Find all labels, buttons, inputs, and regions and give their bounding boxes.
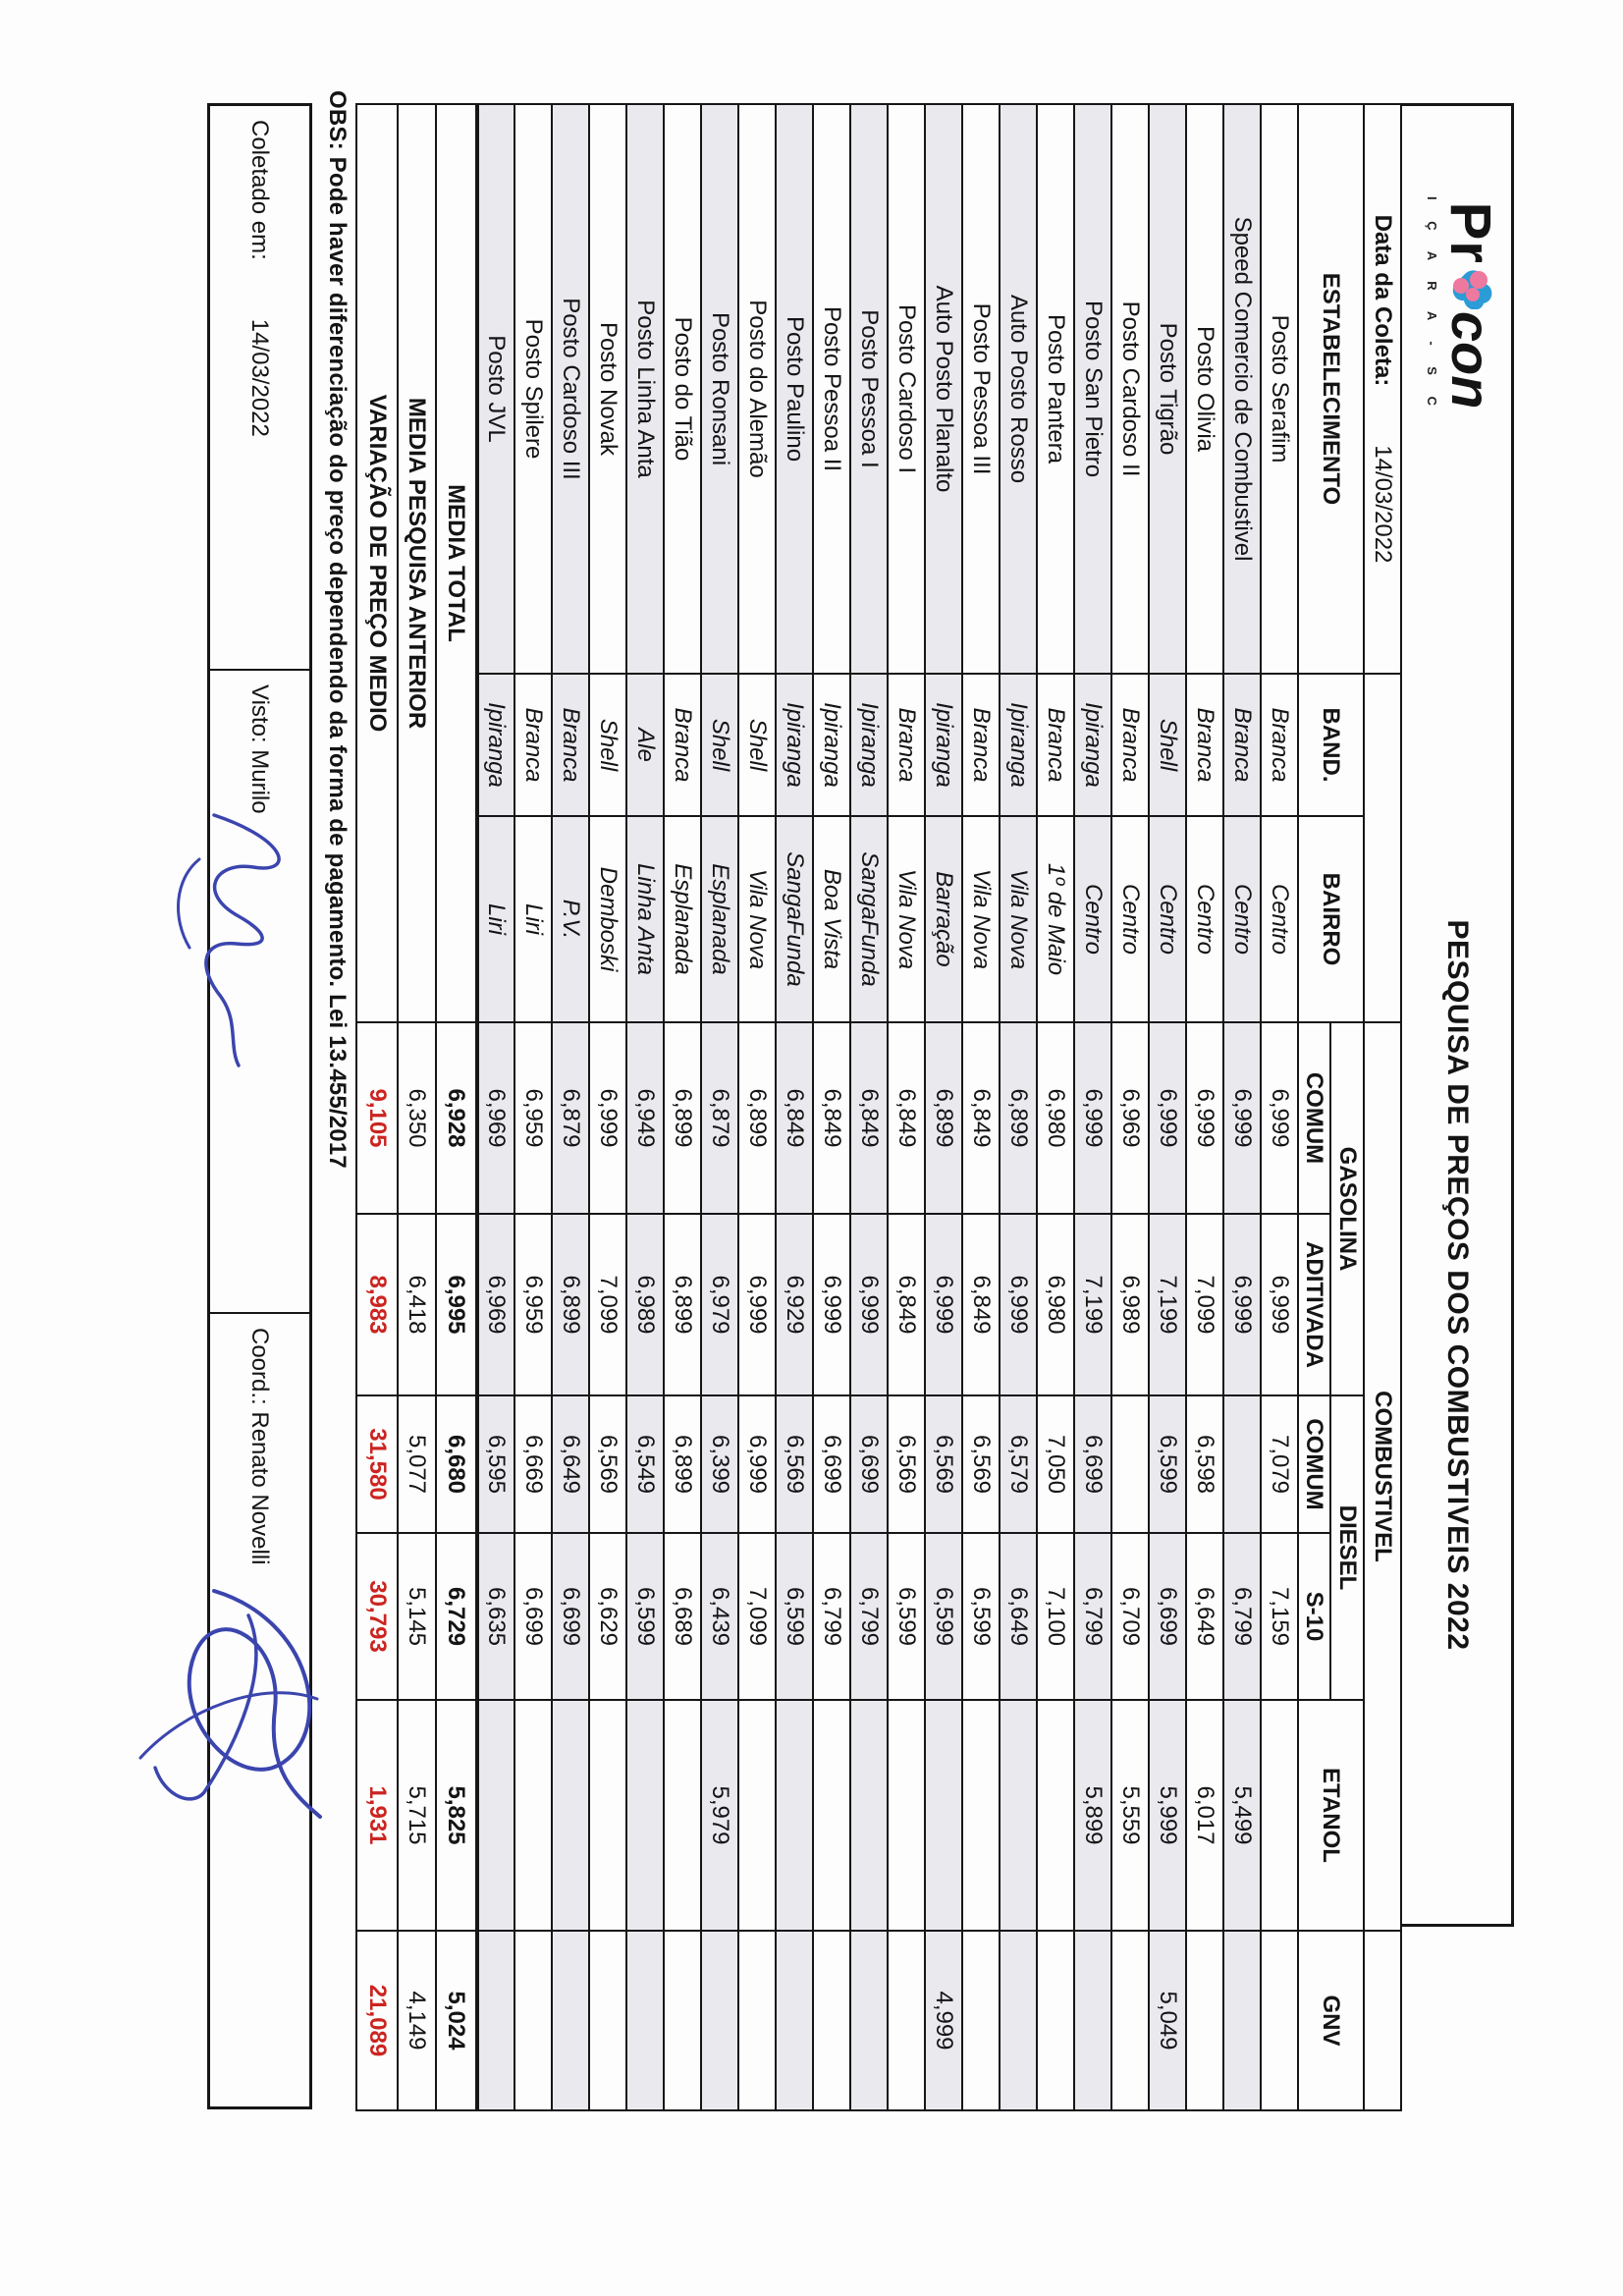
cell-band: Ale	[626, 674, 664, 816]
cell-band: Ipiranga	[1074, 674, 1111, 816]
cell-band: Branca	[1261, 674, 1298, 816]
cell-diesel-s10: 6,599	[925, 1533, 962, 1700]
cell-etanol	[626, 1700, 664, 1931]
col-header-etanol: ETANOL	[1298, 1700, 1364, 1931]
empty-cell-gnv	[1364, 1931, 1401, 2110]
cell-band: Ipiranga	[477, 674, 514, 816]
cell-gasolina-aditivada: 6,999	[1223, 1214, 1261, 1395]
cell-gnv: 5,049	[1149, 1931, 1186, 2110]
cell-diesel-comum: 6,549	[626, 1395, 664, 1533]
cell-diesel-s10: 6,799	[850, 1533, 888, 1700]
logo-text-pink: Pr	[1438, 201, 1502, 264]
table-row	[589, 104, 626, 2110]
cell-etanol	[813, 1700, 850, 1931]
summary-diesel-s10: 5,145	[398, 1533, 436, 1700]
cell-gnv	[888, 1931, 925, 2110]
cell-band: Ipiranga	[813, 674, 850, 816]
cell-bairro: Centro	[1074, 816, 1111, 1022]
cell-gasolina-comum: 6,849	[888, 1022, 925, 1214]
cell-band: Ipiranga	[776, 674, 813, 816]
date-cell	[1364, 104, 1401, 674]
cell-bairro: Demboski	[589, 816, 626, 1022]
cell-diesel-s10: 6,799	[813, 1533, 850, 1700]
logo-flower-icon	[1440, 264, 1498, 309]
cell-gnv	[514, 1931, 552, 2110]
cell-etanol: 5,899	[1074, 1700, 1111, 1931]
cell-bairro: Liri	[477, 816, 514, 1022]
cell-gnv	[1261, 1931, 1298, 2110]
coletado-date: 14/03/2022	[246, 318, 274, 437]
cell-gasolina-aditivada: 7,099	[1186, 1214, 1223, 1395]
cell-diesel-s10: 6,799	[1223, 1533, 1261, 1700]
table-row	[813, 104, 850, 2110]
table-row	[1000, 104, 1037, 2110]
cell-gnv	[701, 1931, 738, 2110]
cell-gasolina-aditivada: 6,999	[1000, 1214, 1037, 1395]
cell-gasolina-aditivada: 6,989	[626, 1214, 664, 1395]
cell-gasolina-aditivada: 7,099	[589, 1214, 626, 1395]
cell-diesel-s10: 6,699	[552, 1533, 589, 1700]
cell-diesel-comum: 6,699	[813, 1395, 850, 1533]
cell-establishment: Posto San Pietro	[1074, 104, 1111, 674]
coletado-label: Coletado em:	[246, 120, 274, 260]
table-row	[1111, 104, 1149, 2110]
cell-gasolina-comum: 6,899	[925, 1022, 962, 1214]
cell-bairro: Centro	[1111, 816, 1149, 1022]
cell-diesel-s10: 6,599	[888, 1533, 925, 1700]
cell-diesel-s10: 7,100	[1037, 1533, 1074, 1700]
cell-diesel-s10: 7,099	[738, 1533, 776, 1700]
cell-gasolina-comum: 6,849	[776, 1022, 813, 1214]
table-row	[1223, 104, 1261, 2110]
cell-gnv	[962, 1931, 1000, 2110]
cell-diesel-s10: 6,635	[477, 1533, 514, 1700]
cell-gasolina-comum: 6,899	[1000, 1022, 1037, 1214]
cell-establishment: Posto do Tião	[664, 104, 701, 674]
page-title: PESQUISA DE PREÇOS DOS COMBUSTIVEIS 2022	[1441, 919, 1474, 1651]
cell-establishment: Posto JVL	[477, 104, 514, 674]
cell-etanol	[552, 1700, 589, 1931]
cell-gasolina-aditivada: 6,999	[925, 1214, 962, 1395]
cell-band: Shell	[589, 674, 626, 816]
cell-bairro: Vila Nova	[738, 816, 776, 1022]
cell-gnv	[813, 1931, 850, 2110]
cell-bairro: Esplanada	[664, 816, 701, 1022]
cell-diesel-comum: 6,569	[962, 1395, 1000, 1533]
table-row	[1186, 104, 1223, 2110]
col-header-gnv: GNV	[1298, 1931, 1364, 2110]
table-row	[701, 104, 738, 2110]
summary-etanol: 5,825	[436, 1700, 477, 1931]
cell-establishment: Posto Paulino	[776, 104, 813, 674]
cell-gasolina-comum: 6,999	[1074, 1022, 1111, 1214]
cell-diesel-comum: 7,079	[1261, 1395, 1298, 1533]
cell-gasolina-comum: 6,999	[1186, 1022, 1223, 1214]
col-header-gasolina-aditivada: ADITIVADA	[1298, 1214, 1330, 1395]
cell-gasolina-comum: 6,879	[701, 1022, 738, 1214]
cell-diesel-s10: 6,689	[664, 1533, 701, 1700]
cell-etanol: 5,979	[701, 1700, 738, 1931]
cell-etanol	[925, 1700, 962, 1931]
cell-band: Branca	[664, 674, 701, 816]
col-header-gasolina: GASOLINA	[1330, 1022, 1364, 1395]
table-row	[1261, 104, 1298, 2110]
cell-gasolina-aditivada: 6,929	[776, 1214, 813, 1395]
summary-diesel-s10: 30,793	[356, 1533, 398, 1700]
table-row	[1074, 104, 1111, 2110]
cell-diesel-comum: 6,569	[776, 1395, 813, 1533]
cell-gnv	[626, 1931, 664, 2110]
procon-logo-wordmark	[1440, 143, 1505, 467]
cell-diesel-s10: 6,439	[701, 1533, 738, 1700]
summary-label: MEDIA PESQUISA ANTERIOR	[398, 104, 436, 1022]
cell-diesel-s10: 6,649	[1186, 1533, 1223, 1700]
cell-establishment: Posto Linha Anta	[626, 104, 664, 674]
cell-gnv	[664, 1931, 701, 2110]
cell-establishment: Posto Serafim	[1261, 104, 1298, 674]
summary-row-total	[436, 104, 477, 2110]
table-row	[888, 104, 925, 2110]
table-row	[514, 104, 552, 2110]
cell-etanol	[738, 1700, 776, 1931]
cell-etanol: 6,017	[1186, 1700, 1223, 1931]
cell-gasolina-comum: 6,959	[514, 1022, 552, 1214]
cell-establishment: Auto Posto Rosso	[1000, 104, 1037, 674]
summary-label: VARIAÇÃO DE PREÇO MEDIO	[356, 104, 398, 1022]
summary-gnv: 4,149	[398, 1931, 436, 2110]
cell-diesel-comum: 6,669	[514, 1395, 552, 1533]
cell-diesel-comum	[1223, 1395, 1261, 1533]
cell-establishment: Posto Novak	[589, 104, 626, 674]
cell-gasolina-comum: 6,999	[1223, 1022, 1261, 1214]
cell-gnv	[589, 1931, 626, 2110]
cell-diesel-s10: 6,699	[1149, 1533, 1186, 1700]
cell-gasolina-aditivada: 6,999	[1261, 1214, 1298, 1395]
cell-bairro: Linha Anta	[626, 816, 664, 1022]
visto-cell: Visto: Murilo	[210, 671, 309, 1314]
table-row	[776, 104, 813, 2110]
cell-bairro: P.V.	[552, 816, 589, 1022]
cell-diesel-s10: 6,599	[776, 1533, 813, 1700]
cell-establishment: Posto Cardoso II	[1111, 104, 1149, 674]
cell-diesel-comum: 6,399	[701, 1395, 738, 1533]
cell-gasolina-aditivada: 6,849	[888, 1214, 925, 1395]
cell-gasolina-aditivada: 6,899	[664, 1214, 701, 1395]
cell-gnv	[1223, 1931, 1261, 2110]
cell-establishment: Posto Ronsani	[701, 104, 738, 674]
cell-band: Branca	[1111, 674, 1149, 816]
cell-gasolina-comum: 6,899	[664, 1022, 701, 1214]
cell-etanol	[1037, 1700, 1074, 1931]
cell-establishment: Posto Cardoso I	[888, 104, 925, 674]
summary-gasolina-aditivada: 6,995	[436, 1214, 477, 1395]
cell-gnv	[1111, 1931, 1149, 2110]
cell-band: Shell	[738, 674, 776, 816]
cell-gasolina-aditivada: 6,989	[1111, 1214, 1149, 1395]
cell-establishment: Posto Olivia	[1186, 104, 1223, 674]
cell-etanol: 5,499	[1223, 1700, 1261, 1931]
cell-etanol	[1261, 1700, 1298, 1931]
table-row	[1149, 104, 1186, 2110]
cell-gasolina-comum: 6,879	[552, 1022, 589, 1214]
cell-gnv	[552, 1931, 589, 2110]
cell-gnv: 4,999	[925, 1931, 962, 2110]
col-header-diesel-comum: COMUM	[1298, 1395, 1330, 1533]
cell-diesel-comum: 6,999	[738, 1395, 776, 1533]
cell-etanol	[888, 1700, 925, 1931]
cell-gasolina-comum: 6,999	[1149, 1022, 1186, 1214]
cell-band: Branca	[514, 674, 552, 816]
cell-bairro: Esplanada	[701, 816, 738, 1022]
cell-gasolina-comum: 6,849	[962, 1022, 1000, 1214]
cell-establishment: Posto Cardoso III	[552, 104, 589, 674]
cell-gasolina-comum: 6,999	[1261, 1022, 1298, 1214]
summary-etanol: 1,931	[356, 1700, 398, 1931]
cell-bairro: Barração	[925, 816, 962, 1022]
cell-bairro: Centro	[1223, 816, 1261, 1022]
header-row-groups	[1330, 104, 1364, 2110]
cell-diesel-s10: 6,699	[514, 1533, 552, 1700]
cell-diesel-comum: 6,699	[1074, 1395, 1111, 1533]
cell-bairro: Centro	[1261, 816, 1298, 1022]
summary-gasolina-aditivada: 6,418	[398, 1214, 436, 1395]
cell-establishment: Posto Tigrão	[1149, 104, 1186, 674]
cell-bairro: Centro	[1149, 816, 1186, 1022]
cell-gasolina-aditivada: 6,980	[1037, 1214, 1074, 1395]
summary-gnv: 21,089	[356, 1931, 398, 2110]
cell-establishment: Speed Comercio de Combustivel	[1223, 104, 1261, 674]
cell-gnv	[477, 1931, 514, 2110]
col-header-diesel: DIESEL	[1330, 1395, 1364, 1700]
cell-establishment: Posto Pessoa III	[962, 104, 1000, 674]
cell-gnv	[1074, 1931, 1111, 2110]
cell-diesel-s10: 6,649	[1000, 1533, 1037, 1700]
cell-gnv	[1037, 1931, 1074, 2110]
cell-band: Branca	[1037, 674, 1074, 816]
coord-cell: Coord.: Renato Novelli	[246, 1328, 274, 1565]
cell-gasolina-aditivada: 7,199	[1074, 1214, 1111, 1395]
cell-diesel-comum: 6,899	[664, 1395, 701, 1533]
cell-band: Shell	[1149, 674, 1186, 816]
cell-band: Ipiranga	[850, 674, 888, 816]
cell-establishment: Posto Spilere	[514, 104, 552, 674]
cell-gnv	[776, 1931, 813, 2110]
table-row	[552, 104, 589, 2110]
cell-gasolina-comum: 6,969	[1111, 1022, 1149, 1214]
price-table	[355, 103, 1402, 2111]
logo-text-blue: con	[1440, 310, 1502, 410]
cell-etanol	[514, 1700, 552, 1931]
cell-gasolina-aditivada: 7,199	[1149, 1214, 1186, 1395]
cell-diesel-s10: 6,599	[962, 1533, 1000, 1700]
col-header-band: BAND.	[1298, 674, 1364, 816]
cell-diesel-s10: 6,599	[626, 1533, 664, 1700]
cell-band: Branca	[888, 674, 925, 816]
summary-gasolina-comum: 6,350	[398, 1022, 436, 1214]
summary-gasolina-comum: 6,928	[436, 1022, 477, 1214]
combustivel-header: COMBUSTIVEL	[1364, 1022, 1401, 1931]
cell-gasolina-comum: 6,969	[477, 1022, 514, 1214]
cell-etanol	[589, 1700, 626, 1931]
cell-establishment: Posto do Alemão	[738, 104, 776, 674]
summary-diesel-comum: 6,680	[436, 1395, 477, 1533]
table-row	[1037, 104, 1074, 2110]
table-row	[738, 104, 776, 2110]
cell-gasolina-aditivada: 6,849	[962, 1214, 1000, 1395]
cell-band: Branca	[552, 674, 589, 816]
cell-gasolina-comum: 6,899	[738, 1022, 776, 1214]
summary-diesel-s10: 6,729	[436, 1533, 477, 1700]
cell-diesel-s10: 6,709	[1111, 1533, 1149, 1700]
cell-bairro: Boa Vista	[813, 816, 850, 1022]
cell-diesel-comum: 6,569	[925, 1395, 962, 1533]
cell-band: Shell	[701, 674, 738, 816]
title-band	[1402, 103, 1514, 1927]
cell-diesel-s10: 7,159	[1261, 1533, 1298, 1700]
empty-cell	[1364, 674, 1401, 1022]
cell-bairro: Vila Nova	[888, 816, 925, 1022]
cell-diesel-comum: 6,595	[477, 1395, 514, 1533]
table-row	[925, 104, 962, 2110]
cell-gasolina-comum: 6,849	[850, 1022, 888, 1214]
cell-diesel-comum: 6,598	[1186, 1395, 1223, 1533]
summary-etanol: 5,715	[398, 1700, 436, 1931]
cell-gasolina-aditivada: 6,959	[514, 1214, 552, 1395]
cell-gasolina-comum: 6,949	[626, 1022, 664, 1214]
cell-diesel-s10: 6,799	[1074, 1533, 1111, 1700]
cell-gasolina-comum: 6,999	[589, 1022, 626, 1214]
cell-bairro: SangaFunda	[776, 816, 813, 1022]
cell-bairro: Liri	[514, 816, 552, 1022]
cell-band: Ipiranga	[925, 674, 962, 816]
cell-diesel-comum: 6,599	[1149, 1395, 1186, 1533]
summary-label: MEDIA TOTAL	[436, 104, 477, 1022]
table-row	[850, 104, 888, 2110]
cell-etanol	[477, 1700, 514, 1931]
cell-etanol	[850, 1700, 888, 1931]
cell-gnv	[738, 1931, 776, 2110]
cell-etanol	[776, 1700, 813, 1931]
summary-gasolina-comum: 9,105	[356, 1022, 398, 1214]
cell-gnv	[1000, 1931, 1037, 2110]
header-row-combustivel	[1364, 104, 1401, 2110]
cell-gnv	[850, 1931, 888, 2110]
cell-gasolina-aditivada: 6,969	[477, 1214, 514, 1395]
col-header-estabelecimento: ESTABELECIMENTO	[1298, 104, 1364, 674]
cell-bairro: SangaFunda	[850, 816, 888, 1022]
cell-band: Branca	[1186, 674, 1223, 816]
cell-diesel-comum	[1111, 1395, 1149, 1533]
coletado-cell	[210, 106, 309, 671]
cell-establishment: Auto Posto Planalto	[925, 104, 962, 674]
cell-gasolina-aditivada: 6,999	[738, 1214, 776, 1395]
cell-bairro: Vila Nova	[962, 816, 1000, 1022]
table-row	[477, 104, 514, 2110]
summary-gasolina-aditivada: 8,983	[356, 1214, 398, 1395]
cell-diesel-comum: 6,699	[850, 1395, 888, 1533]
logo-subtitle: I Ç A R A - S C	[1425, 196, 1439, 414]
table-row	[962, 104, 1000, 2110]
signature-row	[207, 103, 312, 2109]
cell-establishment: Posto Pantera	[1037, 104, 1074, 674]
table-row	[626, 104, 664, 2110]
obs-note: OBS: Pode haver diferenciação do preço dependendo da forma de pagamento. Lei 13.455/2017	[324, 90, 351, 1169]
cell-gasolina-aditivada: 6,999	[850, 1214, 888, 1395]
cell-etanol	[1000, 1700, 1037, 1931]
cell-establishment: Posto Pessoa II	[813, 104, 850, 674]
procon-logo	[1425, 143, 1505, 467]
cell-diesel-comum: 7,050	[1037, 1395, 1074, 1533]
date-label: Data da Coleta:	[1370, 214, 1396, 387]
cell-diesel-comum: 6,579	[1000, 1395, 1037, 1533]
cell-etanol: 5,999	[1149, 1700, 1186, 1931]
cell-gasolina-aditivada: 6,899	[552, 1214, 589, 1395]
summary-row-anterior	[398, 104, 436, 2110]
col-header-bairro: BAIRRO	[1298, 816, 1364, 1022]
cell-band: Branca	[1223, 674, 1261, 816]
date-value: 14/03/2022	[1370, 445, 1396, 564]
cell-gasolina-comum: 6,849	[813, 1022, 850, 1214]
col-header-gasolina-comum: COMUM	[1298, 1022, 1330, 1214]
table-row	[664, 104, 701, 2110]
summary-diesel-comum: 5,077	[398, 1395, 436, 1533]
cell-gnv	[1186, 1931, 1223, 2110]
cell-etanol	[664, 1700, 701, 1931]
cell-band: Branca	[962, 674, 1000, 816]
cell-diesel-comum: 6,569	[589, 1395, 626, 1533]
cell-bairro: Vila Nova	[1000, 816, 1037, 1022]
cell-diesel-s10: 6,629	[589, 1533, 626, 1700]
cell-gasolina-aditivada: 6,999	[813, 1214, 850, 1395]
summary-diesel-comum: 31,580	[356, 1395, 398, 1533]
cell-diesel-comum: 6,649	[552, 1395, 589, 1533]
summary-gnv: 5,024	[436, 1931, 477, 2110]
col-header-diesel-s10: S-10	[1298, 1533, 1330, 1700]
cell-establishment: Posto Pessoa I	[850, 104, 888, 674]
cell-diesel-comum: 6,569	[888, 1395, 925, 1533]
cell-gasolina-aditivada: 6,979	[701, 1214, 738, 1395]
cell-gasolina-comum: 6,980	[1037, 1022, 1074, 1214]
summary-row-variacao	[356, 104, 398, 2110]
cell-etanol: 5,559	[1111, 1700, 1149, 1931]
cell-bairro: 1º de Maio	[1037, 816, 1074, 1022]
cell-bairro: Centro	[1186, 816, 1223, 1022]
cell-etanol	[962, 1700, 1000, 1931]
cell-band: Ipiranga	[1000, 674, 1037, 816]
